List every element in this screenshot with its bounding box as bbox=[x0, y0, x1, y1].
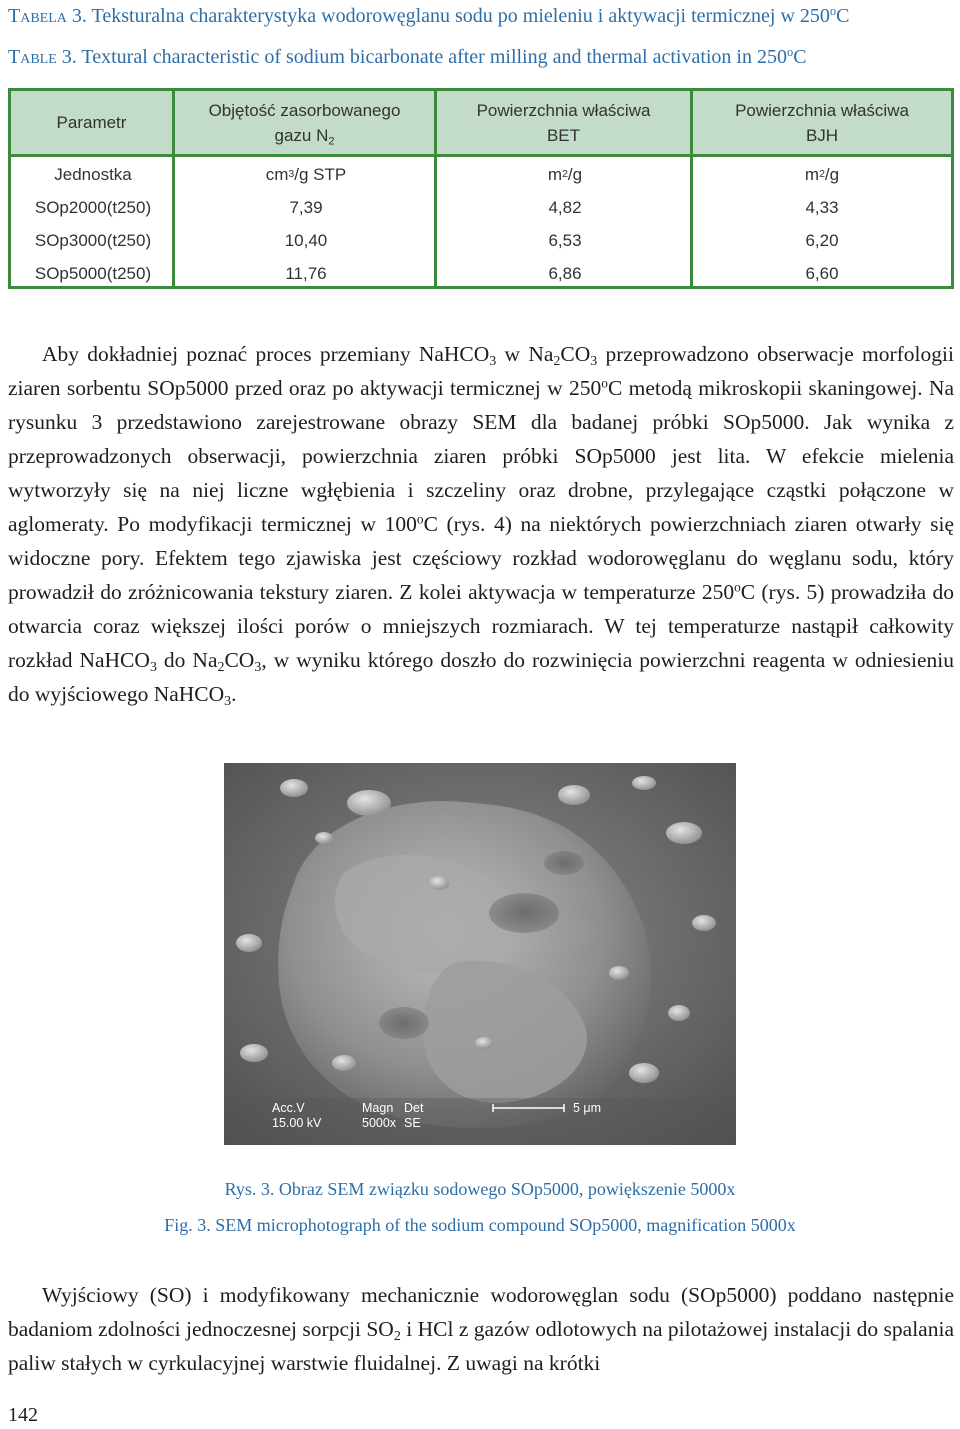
table-cell: SOp5000(t250) bbox=[34, 263, 152, 283]
units-volume: cm 3 /g STP bbox=[265, 164, 347, 184]
sem-acc-label: Acc.V bbox=[272, 1101, 305, 1115]
table-row bbox=[11, 257, 951, 289]
figure-caption-pl: Rys. 3. Obraz SEM związku sodowego SOp5000, powiększenie 5000x bbox=[224, 1179, 736, 1199]
sem-image-graphic bbox=[224, 763, 736, 1145]
table-label-en: Table 3. bbox=[8, 46, 77, 68]
body-paragraph: Wyjściowy (SO) i modyfikowany mechanicznie wodorowęglan sodu (SOp5000) poddano następnie badaniom zdolności jednoczesnej sorpcji $SO_2$ i HCl z gazów odlotowych na pilotażowej instalacji do spalania paliw stałych w cyrkulacyjnej warstwie fluidalnej. Z uwagi na krótki bbox=[8, 1283, 954, 1375]
table-cell: SOp2000(t250) bbox=[34, 198, 152, 217]
table-units-row bbox=[11, 157, 951, 191]
units-label: Jednostka bbox=[54, 164, 132, 184]
table-caption-en: Table 3. Textural characteristic of sodium bicarbonate after milling and thermal activation in 250$^o$C bbox=[8, 45, 807, 68]
table-cell: 10,40 bbox=[284, 231, 328, 250]
units-bjh: m 2 /g bbox=[804, 164, 840, 184]
table-divider bbox=[434, 154, 437, 289]
table-title-pl: Teksturalna charakterystyka wodorowęglanu sodu po mieleniu i aktywacji termicznej w 250 bbox=[91, 5, 830, 27]
table-cell: 6,60 bbox=[805, 263, 839, 283]
header-parametr: Parametr bbox=[11, 91, 175, 154]
table-label-pl: Tabela 3. bbox=[8, 5, 87, 27]
header-bet: Powierzchnia właściwa BET bbox=[437, 91, 693, 154]
sem-acc-value: 15.00 kV bbox=[272, 1116, 322, 1130]
sem-magn-value: 5000x bbox=[362, 1116, 397, 1130]
table-divider bbox=[690, 154, 693, 289]
units-bet: m 2 /g bbox=[547, 164, 583, 184]
body-paragraph: Aby dokładniej poznać proces przemiany NaHCO$_3$ w $Na_2CO_3$ przeprowadzono obserwacje morfologii ziaren sorbentu SOp5000 przed oraz po aktywacji termicznej w 250$^o$C metodą mikroskopii skaningowej. Na rysunku 3 przedstawiono zarejestrowane obrazy SEM dla badanej próbki SOp5000. Jak wynika z przeprowadzonych obserwacji, powierzchnia ziaren próbki SOp5000 jest lita. W efekcie mielenia wytworzyły się na niej liczne wgłębienia i szczeliny oraz drobne, przylegające cząstki połączone w aglomeraty. Po modyfikacji termicznej w 100$^o$C (rys. 4) na niektórych powierzchniach ziaren otwarły się widoczne pory. Efektem tego zjawiska jest częściowy rozkład wodorowęglanu do węglanu sodu, który prowadził do zróżnicowania tekstury ziaren. Z kolei aktywacja w temperaturze 250$^o$C (rys. 5) prowadziła do otwarcia coraz większej ilości porów o mniejszych rozmiarach. W tej temperaturze nastąpił całkowity rozkład NaHCO$_3$ do $Na_2CO_3$, w wyniku którego doszło do rozwinięcia powierzchni reagenta w odniesieniu do wyjściowego NaHCO$_3$. bbox=[8, 342, 954, 710]
table-caption-pl: Tabela 3. Teksturalna charakterystyka wodorowęglanu sodu po mieleniu i aktywacji termicznej w 250$^o$C bbox=[8, 4, 850, 27]
table-cell: SOp3000(t250) bbox=[34, 231, 152, 250]
table-cell: 7,39 bbox=[289, 198, 323, 217]
table-cell: 6,20 bbox=[805, 231, 839, 250]
table-cell: 4,82 bbox=[548, 198, 582, 217]
header-volume: Objętość zasorbowanego gazu $N_2$ bbox=[175, 91, 437, 154]
table-row bbox=[11, 224, 951, 257]
table-cell: 6,53 bbox=[548, 231, 582, 250]
page-number: 142 bbox=[8, 1404, 38, 1426]
sem-scale-label: 5 μm bbox=[573, 1101, 602, 1115]
header-bjh: Powierzchnia właściwa BJH bbox=[693, 91, 951, 154]
table-row bbox=[11, 191, 951, 224]
table-divider bbox=[172, 154, 175, 289]
sem-det-label: Det bbox=[404, 1101, 424, 1115]
sem-micrograph bbox=[224, 763, 736, 1145]
table-title-en: Textural characteristic of sodium bicarbonate after milling and thermal activation in 250 bbox=[81, 46, 787, 68]
table-cell: 6,86 bbox=[548, 263, 582, 283]
data-table bbox=[8, 88, 954, 289]
figure-caption-en: Fig. 3. SEM microphotograph of the sodium compound SOp5000, magnification 5000x bbox=[164, 1215, 796, 1235]
sem-det-value: SE bbox=[404, 1116, 421, 1130]
table-cell: 4,33 bbox=[805, 198, 839, 217]
table-header-row bbox=[11, 91, 951, 154]
sem-magn-label: Magn bbox=[362, 1101, 394, 1115]
table-cell: 11,76 bbox=[285, 263, 327, 283]
